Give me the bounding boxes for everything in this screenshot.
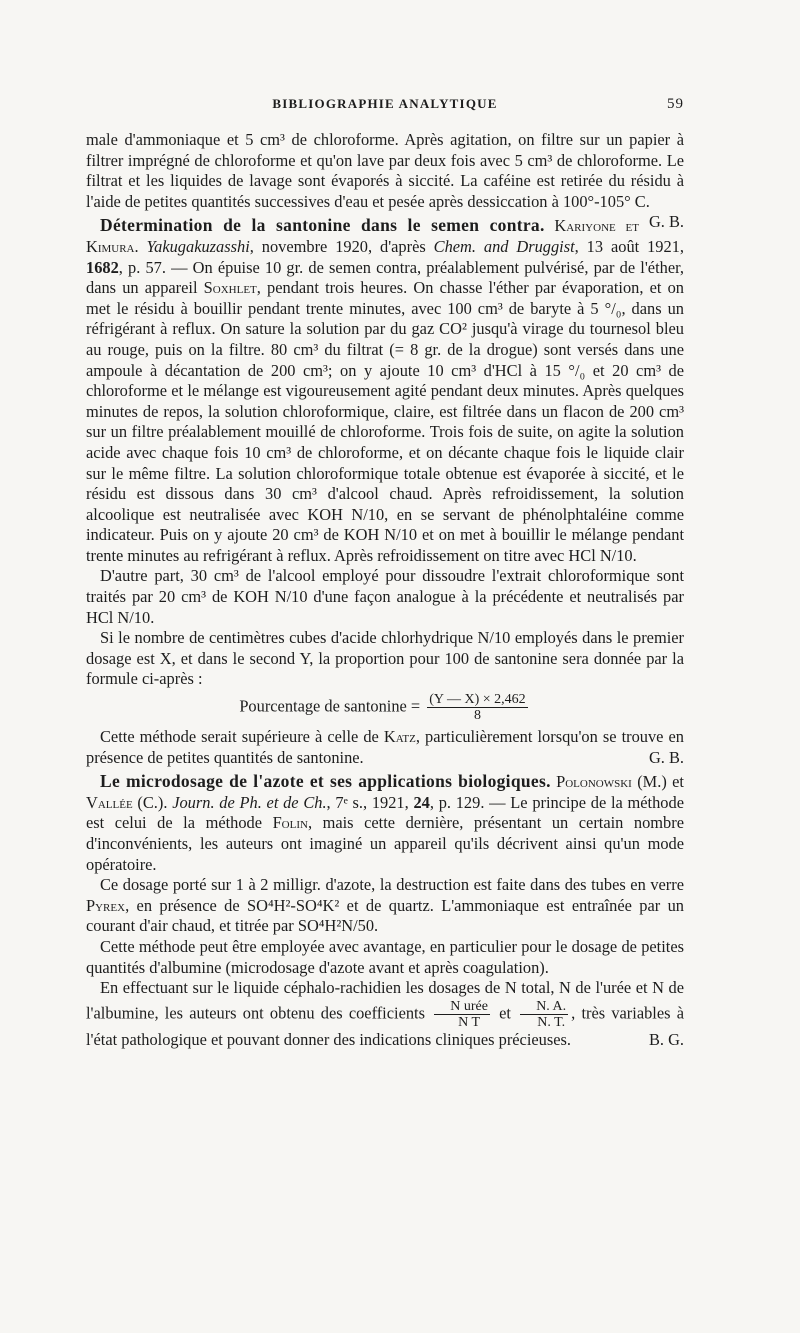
article-2-text: , mais cette dernière, présentant un certain nombre d'inconvénients, les auteurs ont imaginé un appareil qu'ils décrivent ainsi qu'un mode opératoire.	[86, 813, 684, 874]
article-2-reference: (M.) et	[631, 772, 684, 792]
fraction-denominator: N T	[458, 1014, 481, 1030]
article-1-reference: , novembre 1920, d'après	[249, 236, 434, 256]
intro-text: male d'ammoniaque et 5 cm³ de chloroforme. Après agitation, on filtre sur un papier à filtrer imprégné de chloroforme et qu'on lave par deux fois avec 5 cm³ de chloroforme. Le filtrat et les liquides de lavage sont évaporés à siccité. La caféine est retirée du résidu à l'aide de petites quantités successives d'eau et pesée après dessiccation à 100°-105° C.	[86, 130, 684, 211]
article-2-paragraph-2	[86, 875, 684, 937]
apparatus-name: Soxhlet	[203, 278, 257, 298]
article-2-text: , en présence de SO⁴H²-SO⁴K² et de quartz. L'ammoniaque est entraînée par un courant d'air chaud, et titrée par SO⁴H²N/50.	[86, 895, 684, 936]
fraction-numerator: N. A.	[520, 999, 568, 1015]
article-2-reference: (C.).	[132, 792, 173, 812]
article-1-journal: Yakugakuzasshi	[146, 236, 250, 256]
article-2-author-1: Polonowski	[556, 772, 632, 792]
fraction-denominator: N. T.	[537, 1014, 566, 1030]
article-1-reference: , p. 57. — On épuise 10 gr. de semen contra, préalablement pulvérisé, par de l'éther, dans un appareil	[86, 257, 684, 298]
signature: B. G.	[648, 1029, 684, 1049]
article-2-volume: 24	[413, 792, 430, 812]
article-2-text: En effectuant sur le liquide céphalo-rachidien les dosages de N total, N de l'urée et N de l'albumine, les auteurs ont obtenu des coefficients	[86, 978, 684, 1023]
article-1-title: Détermination de la santonine dans le semen contra.	[100, 215, 545, 236]
formula-label: Pourcentage de santonine =	[239, 696, 421, 716]
article-1-volume: 1682	[86, 257, 119, 277]
signature: G. B.	[648, 212, 684, 232]
article-2-paragraph-4	[86, 978, 684, 1050]
article-1-text: , pendant trois heures. On chasse l'éther par évaporation, et on met le résidu à bouillir pendant trente minutes, avec 100 cm³ de baryte à 5 °/₀, dans un réfrigérant à reflux. On sature la solution par du gaz CO² jusqu'à virage du tournesol bleu au rouge, puis on la filtre. 80 cm³ du filtrat (= 8 gr. de la drogue) sont versés dans une ampoule à décantation de 200 cm³; on y ajoute 10 cm³ d'HCl à 15 °/₀ et 20 cm³ de chloroforme et le mélange est vigoureusement agité pendant deux minutes. Après quelques minutes de repos, la solution chloroformique, claire, est filtrée dans un flacon de 200 cm³ sur un filtre préalablement mouillé de chloroforme. Trois fois de suite, on agite la solution acide avec chaque fois 10 cm³ de chloroforme, et on décante chaque fois le liquide clair sur le même filtre. La solution chloroformique totale obtenue est évaporée à siccité, et le résidu est dissous dans 30 cm³ d'alcool chaud. Après refroidissement, la solution alcoolique est neutralisée avec KOH N/10, en se servant de phénolphtaléine comme indicateur. Puis on y ajoute 20 cm³ de KOH N/10 et on met à bouillir le mélange pendant trente minutes au refrigérant à reflux. Après refroidissement on titre avec HCl N/10.	[86, 278, 684, 565]
santonine-formula	[86, 692, 684, 723]
article-1-paragraph-4	[86, 727, 684, 768]
running-title: BIBLIOGRAPHIE ANALYTIQUE	[272, 96, 498, 111]
article-2-author-2: Vallée	[86, 792, 133, 812]
article-1-text: , particulièrement lorsqu'on se trouve en présence de petites quantités de santonine.	[86, 727, 684, 767]
formula-numerator: (Y — X) × 2,462	[429, 692, 526, 708]
article-2-paragraph-3: Cette méthode peut être employée avec avantage, en particulier pour le dosage de petites quantités d'albumine (microdosage d'azote avant et après coagulation).	[86, 936, 684, 977]
page-number: 59	[667, 96, 684, 112]
pyrex-name: Pyrex	[86, 895, 126, 915]
article-2-reference: , 7ᵉ s., 1921,	[326, 792, 414, 812]
formula-denominator: 8	[473, 708, 481, 724]
conjunction: et	[499, 1003, 511, 1023]
article-2-reference: , p. 129. — Le principe de la méthode est celui de la méthode	[86, 792, 684, 833]
article-1-text: Cette méthode serait supérieure à celle de	[100, 727, 384, 747]
folin-name: Folin	[272, 813, 308, 833]
article-1-first-paragraph	[86, 215, 684, 566]
formula-fraction	[427, 692, 527, 723]
article-2-text: , très variables à l'état pathologique et pouvant donner des indications cliniques précieuses.	[86, 1003, 684, 1049]
article-1-journal-2: Chem. and Druggist	[433, 236, 575, 256]
article-1-authors: Kariyone et Kimura.	[86, 216, 639, 256]
article-1-paragraph-2: D'autre part, 30 cm³ de l'alcool employé pour dissoudre l'extrait chloroformique sont traités par 20 cm³ de KOH N/10 d'une façon analogue à la précédente et neutralisés par HCl N/10.	[86, 566, 684, 627]
article-1-paragraph-3: Si le nombre de centimètres cubes d'acide chlorhydrique N/10 employés dans le premier dosage est X, et dans le second Y, la proportion pour 100 de santonine sera donnée par la formule ci-après :	[86, 628, 684, 689]
coefficient-fraction-2	[520, 999, 568, 1030]
coefficient-fraction-1	[434, 999, 490, 1030]
article-1-reference: , 13 août 1921,	[574, 236, 684, 256]
fraction-numerator: N urée	[434, 999, 490, 1015]
signature: G. B.	[648, 747, 684, 767]
article-2-journal: Journ. de Ph. et de Ch.	[172, 792, 327, 812]
body-text	[86, 130, 684, 1050]
katz-name: Katz	[383, 727, 416, 747]
article-2-title: Le microdosage de l'azote et ses applications biologiques.	[100, 771, 551, 792]
article-2-first-paragraph	[86, 771, 684, 875]
article-2-text: Ce dosage porté sur 1 à 2 milligr. d'azote, la destruction est faite dans des tubes en verre	[100, 875, 684, 895]
running-head	[86, 96, 684, 118]
